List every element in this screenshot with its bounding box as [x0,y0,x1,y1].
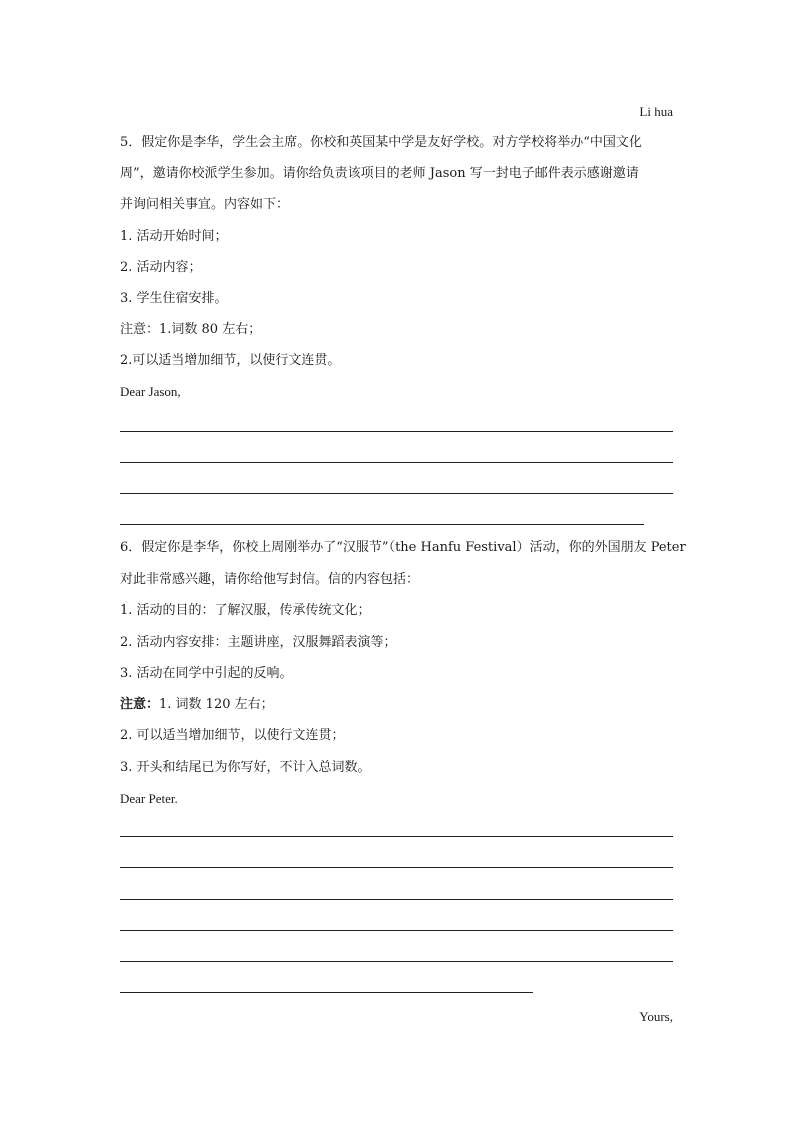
task5-salutation: Dear Jason, [120,384,181,399]
task5-note-2: 2.可以适当增加细节，以使行文连贯。 [120,353,341,368]
task6-notes-label: 注意： [120,697,160,712]
task5-prompt-line-2: 周”，邀请你校派学生参加。请你给负责该项目的老师 Jason 写一封电子邮件表示感谢邀请 [120,166,639,181]
task6-writing-line-1[interactable] [120,836,673,837]
task6-writing-line-5[interactable] [120,961,673,962]
sign-off-name: Li hua [639,104,673,119]
task5-item-1: 1. 活动开始时间； [120,229,228,244]
task6-writing-line-2[interactable] [120,867,673,868]
task5-writing-line-3[interactable] [120,493,673,494]
task5-prompt-line-3: 并询问相关事宜。内容如下： [120,197,290,212]
task6-writing-line-4[interactable] [120,930,673,931]
task6-item-1: 1. 活动的目的：了解汉服，传承传统文化； [120,603,371,618]
task6-writing-line-3[interactable] [120,899,673,900]
task5-item-2: 2. 活动内容； [120,260,202,275]
task6-note-1: 1. 词数 120 左右； [159,697,274,712]
task6-item-2: 2. 活动内容安排：主题讲座，汉服舞蹈表演等； [120,635,397,650]
task5-item-3: 3. 学生住宿安排。 [120,291,228,306]
task6-prompt-line-1: 6．假定你是李华，你校上周刚举办了“汉服节”（the Hanfu Festival）活动，你的外国朋友 Peter [120,540,686,555]
task6-note-row-1 [120,696,274,714]
task5-prompt-line-1: 5．假定你是李华，学生会主席。你校和英国某中学是友好学校。对方学校将举办“中国文化 [120,135,642,150]
task6-note-3: 3. 开头和结尾已为你写好，不计入总词数。 [120,760,371,775]
task6-item-3: 3. 活动在同学中引起的反响。 [120,666,293,681]
task5-writing-line-4[interactable] [120,524,644,525]
task5-writing-line-1[interactable] [120,431,673,432]
task6-writing-line-6[interactable] [120,992,533,993]
task5-note-1: 注意：1.词数 80 左右； [120,322,262,337]
task6-salutation: Dear Peter. [120,791,178,806]
task5-writing-line-2[interactable] [120,462,673,463]
task6-note-2: 2. 可以适当增加细节，以使行文连贯； [120,728,345,743]
task6-closing: Yours, [639,1009,673,1024]
task6-prompt-line-2: 对此非常感兴趣，请你给他写封信。信的内容包括： [120,572,420,587]
